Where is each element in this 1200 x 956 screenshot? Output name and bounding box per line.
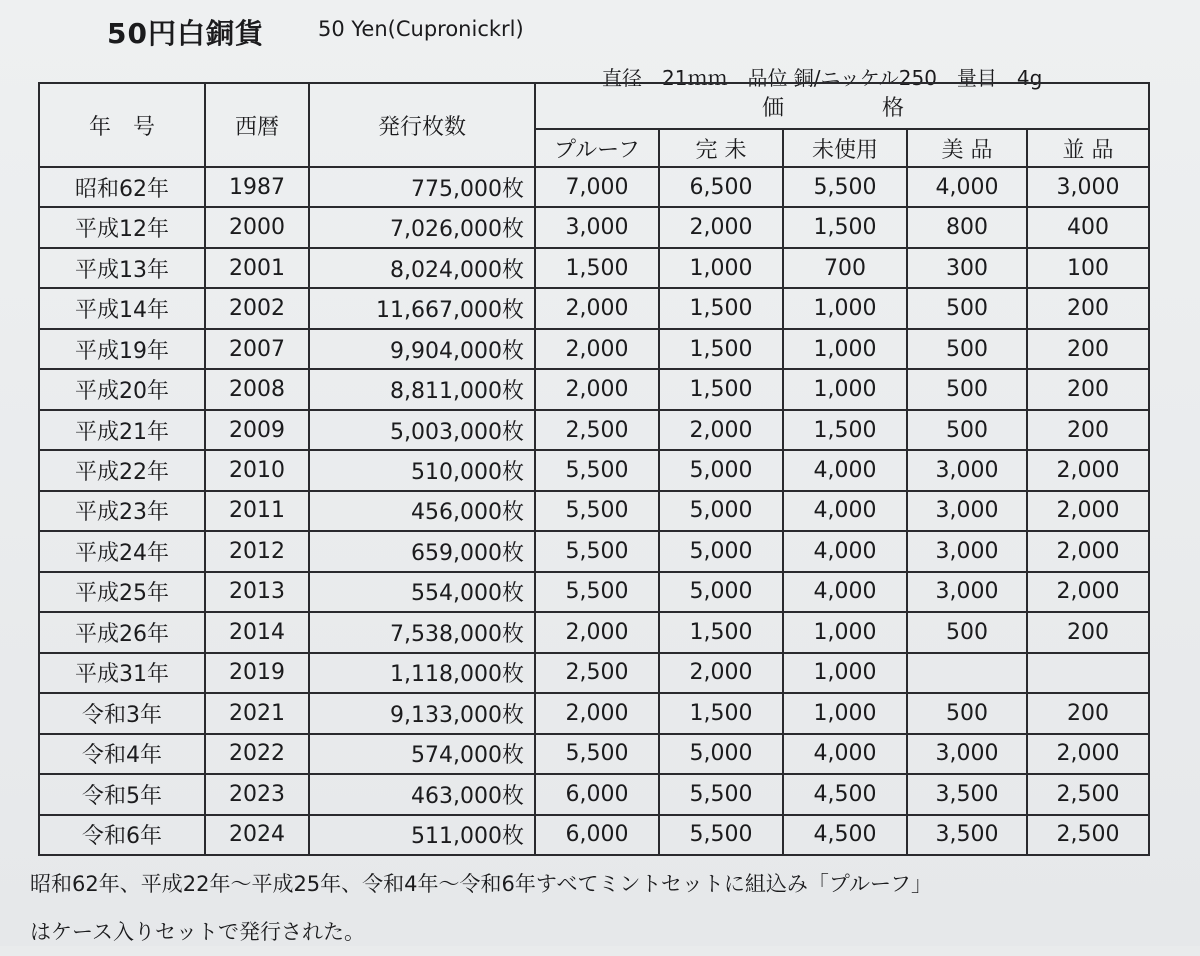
cell-price: 2,000 [659, 653, 783, 693]
cell-year: 2007 [205, 329, 309, 369]
cell-price: 4,000 [783, 531, 907, 571]
cell-mintage: 463,000枚 [309, 774, 535, 814]
cell-price: 2,000 [535, 693, 659, 733]
cell-year: 2022 [205, 734, 309, 774]
cell-year: 2024 [205, 815, 309, 856]
page-subtitle: 50 Yen(Cupronickrl) [318, 17, 524, 41]
table-row [39, 693, 1149, 733]
cell-mintage: 5,003,000枚 [309, 410, 535, 450]
table-row [39, 572, 1149, 612]
cell-price: 200 [1027, 612, 1149, 652]
cell-mintage: 11,667,000枚 [309, 288, 535, 328]
page-title: 50円白銅貨 [107, 17, 264, 50]
cell-era: 令和5年 [39, 774, 205, 814]
cell-era: 平成14年 [39, 288, 205, 328]
cell-era: 平成20年 [39, 369, 205, 409]
cell-price: 5,500 [659, 774, 783, 814]
cell-era: 平成25年 [39, 572, 205, 612]
cell-price: 5,500 [535, 734, 659, 774]
cell-price: 2,500 [1027, 815, 1149, 856]
cell-price: 1,500 [659, 329, 783, 369]
cell-price: 4,500 [783, 774, 907, 814]
table-row [39, 531, 1149, 571]
cell-year: 1987 [205, 167, 309, 207]
cell-price: 3,000 [907, 450, 1027, 490]
cell-year: 2009 [205, 410, 309, 450]
header-year: 西暦 [205, 83, 309, 167]
cell-price: 2,000 [1027, 572, 1149, 612]
cell-year: 2023 [205, 774, 309, 814]
header-grade-uncirculated: 未使用 [783, 129, 907, 167]
cell-price: 7,000 [535, 167, 659, 207]
cell-price: 2,000 [1027, 450, 1149, 490]
cell-price: 5,500 [535, 450, 659, 490]
cell-price: 4,000 [907, 167, 1027, 207]
cell-price: 5,000 [659, 734, 783, 774]
table-row [39, 491, 1149, 531]
cell-mintage: 511,000枚 [309, 815, 535, 856]
cell-price: 1,000 [783, 288, 907, 328]
cell-price: 5,500 [535, 491, 659, 531]
header-grade-proof: プルーフ [535, 129, 659, 167]
cell-price: 2,000 [535, 329, 659, 369]
cell-price: 2,000 [1027, 531, 1149, 571]
cell-year: 2014 [205, 612, 309, 652]
cell-price: 2,500 [535, 410, 659, 450]
cell-price: 2,500 [535, 653, 659, 693]
cell-price: 1,000 [659, 248, 783, 288]
cell-price: 700 [783, 248, 907, 288]
cell-price: 3,000 [535, 207, 659, 247]
cell-era: 令和3年 [39, 693, 205, 733]
cell-price: 1,000 [783, 329, 907, 369]
cell-price: 1,000 [783, 653, 907, 693]
table-row [39, 248, 1149, 288]
cell-price: 1,500 [535, 248, 659, 288]
cell-era: 平成19年 [39, 329, 205, 369]
header-grade-uncirculated-choice: 完 未 [659, 129, 783, 167]
cell-price: 200 [1027, 369, 1149, 409]
cell-era: 平成13年 [39, 248, 205, 288]
cell-era: 平成23年 [39, 491, 205, 531]
cell-price: 1,000 [783, 369, 907, 409]
cell-mintage: 8,024,000枚 [309, 248, 535, 288]
cell-price: 5,000 [659, 450, 783, 490]
cell-era: 平成24年 [39, 531, 205, 571]
cell-price: 2,000 [535, 288, 659, 328]
cell-price: 500 [907, 410, 1027, 450]
cell-price: 4,000 [783, 734, 907, 774]
cell-price: 5,000 [659, 572, 783, 612]
coin-price-table [38, 82, 1150, 856]
header-mintage: 発行枚数 [309, 83, 535, 167]
cell-price: 1,500 [659, 288, 783, 328]
cell-mintage: 9,904,000枚 [309, 329, 535, 369]
cell-era: 令和4年 [39, 734, 205, 774]
table-row [39, 653, 1149, 693]
cell-price: 1,000 [783, 612, 907, 652]
cell-price: 4,500 [783, 815, 907, 856]
cell-era: 令和6年 [39, 815, 205, 856]
table-row [39, 288, 1149, 328]
table-row [39, 410, 1149, 450]
table-row [39, 815, 1149, 856]
cell-mintage: 510,000枚 [309, 450, 535, 490]
cell-mintage: 7,026,000枚 [309, 207, 535, 247]
cell-price: 2,000 [1027, 734, 1149, 774]
cell-year: 2001 [205, 248, 309, 288]
cell-mintage: 456,000枚 [309, 491, 535, 531]
cell-price: 500 [907, 369, 1027, 409]
cell-price: 3,500 [907, 815, 1027, 856]
cell-price: 200 [1027, 329, 1149, 369]
cell-price: 2,000 [1027, 491, 1149, 531]
header-grade-average: 並 品 [1027, 129, 1149, 167]
cell-price: 5,500 [783, 167, 907, 207]
cell-mintage: 775,000枚 [309, 167, 535, 207]
cell-price: 200 [1027, 693, 1149, 733]
cell-price: 1,500 [659, 693, 783, 733]
cell-price: 6,000 [535, 815, 659, 856]
cell-price: 5,500 [535, 531, 659, 571]
cell-year: 2010 [205, 450, 309, 490]
cell-price: 300 [907, 248, 1027, 288]
cell-year: 2013 [205, 572, 309, 612]
cell-year: 2008 [205, 369, 309, 409]
cell-price: 5,000 [659, 531, 783, 571]
cell-price: 3,000 [907, 491, 1027, 531]
cell-price: 4,000 [783, 572, 907, 612]
cell-price: 2,000 [659, 410, 783, 450]
cell-price: 500 [907, 329, 1027, 369]
cell-era: 平成12年 [39, 207, 205, 247]
cell-price: 5,500 [659, 815, 783, 856]
cell-price [1027, 653, 1149, 693]
cell-price: 6,500 [659, 167, 783, 207]
cell-price: 800 [907, 207, 1027, 247]
table-body [39, 167, 1149, 855]
cell-price: 3,000 [1027, 167, 1149, 207]
cell-mintage: 7,538,000枚 [309, 612, 535, 652]
table-row [39, 774, 1149, 814]
table-row [39, 369, 1149, 409]
cell-price: 1,500 [783, 207, 907, 247]
cell-price: 2,000 [535, 369, 659, 409]
table-row [39, 167, 1149, 207]
cell-price: 5,500 [535, 572, 659, 612]
cell-mintage: 1,118,000枚 [309, 653, 535, 693]
cell-year: 2000 [205, 207, 309, 247]
table-row [39, 329, 1149, 369]
cell-price: 5,000 [659, 491, 783, 531]
cell-price: 4,000 [783, 450, 907, 490]
cell-era: 平成21年 [39, 410, 205, 450]
cell-year: 2021 [205, 693, 309, 733]
cell-price: 500 [907, 693, 1027, 733]
header-price: 価 格 [535, 83, 1149, 129]
cell-price: 1,500 [783, 410, 907, 450]
table-row [39, 207, 1149, 247]
cell-price: 2,500 [1027, 774, 1149, 814]
cell-price: 3,000 [907, 572, 1027, 612]
cell-mintage: 9,133,000枚 [309, 693, 535, 733]
cell-year: 2002 [205, 288, 309, 328]
header-grade-fine: 美 品 [907, 129, 1027, 167]
cell-price: 1,000 [783, 693, 907, 733]
cell-mintage: 659,000枚 [309, 531, 535, 571]
cell-mintage: 8,811,000枚 [309, 369, 535, 409]
cell-mintage: 574,000枚 [309, 734, 535, 774]
cell-price: 2,000 [535, 612, 659, 652]
footnote-line-2: はケース入りセットで発行された。 [30, 920, 365, 944]
cell-price: 2,000 [659, 207, 783, 247]
cell-price: 400 [1027, 207, 1149, 247]
table-row [39, 450, 1149, 490]
cell-price [907, 653, 1027, 693]
cell-price: 1,500 [659, 369, 783, 409]
cell-price: 200 [1027, 410, 1149, 450]
coin-specs: 直径 21ｍｍ 品位 銅/ニッケル250 量目 4g [602, 66, 1043, 90]
cell-price: 100 [1027, 248, 1149, 288]
cell-mintage: 554,000枚 [309, 572, 535, 612]
header-era: 年 号 [39, 83, 205, 167]
cell-era: 昭和62年 [39, 167, 205, 207]
table-row [39, 734, 1149, 774]
cell-price: 3,000 [907, 734, 1027, 774]
cell-year: 2011 [205, 491, 309, 531]
cell-price: 6,000 [535, 774, 659, 814]
table-row [39, 612, 1149, 652]
cell-era: 平成31年 [39, 653, 205, 693]
cell-price: 1,500 [659, 612, 783, 652]
cell-price: 3,500 [907, 774, 1027, 814]
cell-price: 500 [907, 288, 1027, 328]
footnote-line-1: 昭和62年、平成22年～平成25年、令和4年～令和6年すべてミントセットに組込み「プルーフ」 [30, 872, 932, 896]
cell-price: 4,000 [783, 491, 907, 531]
cell-price: 500 [907, 612, 1027, 652]
cell-year: 2012 [205, 531, 309, 571]
cell-price: 3,000 [907, 531, 1027, 571]
cell-price: 200 [1027, 288, 1149, 328]
cell-era: 平成26年 [39, 612, 205, 652]
cell-era: 平成22年 [39, 450, 205, 490]
footnote [30, 860, 1180, 956]
cell-year: 2019 [205, 653, 309, 693]
